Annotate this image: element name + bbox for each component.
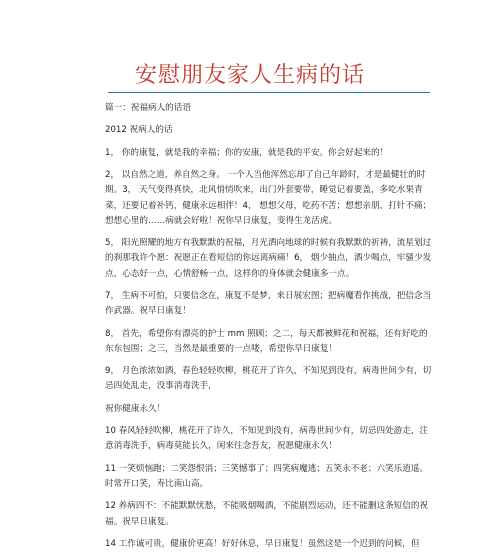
paragraph: 11 一笑烦恼跑；二笑怨恨消；三笑憾事了；四笑病魔逃；五笑永不老；六笑乐逍遥。时常开口笑，寿比南山高。 xyxy=(105,463,429,489)
paragraph: 祝你健康永久！ xyxy=(105,403,166,414)
section-heading: 篇一：祝福病人的话语 xyxy=(105,103,191,113)
paragraph: 9， 月色浓浓如酒，春色轻轻吹柳，桃花开了许久，不知见到没有，病毒世间少有，切忌四处乱走，没事消毒洗手， xyxy=(105,366,432,392)
paragraph: 1， 你的康复，就是我的幸福；你的安康，就是我的平安。你会好起来的！ xyxy=(105,147,389,158)
section-subheading: 2012 祝病人的话 xyxy=(105,125,173,136)
paragraph: 5， 阳光照耀的地方有我默默的祝福，月光洒向地球的时候有我默默的祈祷，流星划过的刹那我许个愿：祝愿正在看短信的你远离病痛！6， 烟少抽点，酒少喝点，牢骚少发点，心态好一点，心情舒畅一点，这样你的身体就会健康多一点。 xyxy=(105,238,432,279)
document-body xyxy=(105,101,435,559)
paragraph: 14 工作诚可贵，健康价更高！好好休息，早日康复！虽然这是一个迟到的问候，但 xyxy=(105,538,420,549)
document-title: 安慰朋友家人生病的话 xyxy=(134,63,365,88)
paragraph: 2， 以自然之道，养自然之身。 一个人当他浑然忘却了自己年龄时，才是最健壮的时期。3， 天气变得真快，北风悄悄吹来，出门外套要带，睡觉记着要盖，多吃水果青菜，还要记着补钙，健康永远相伴！4， 想想父母，吃药不苦；想想亲朋，打针不痛；想想心里的……病就会好啦！祝你早日康复，变得生龙活虎。 xyxy=(105,170,432,226)
title-divider xyxy=(108,92,430,93)
paragraph: 7， 生病不可怕，只要信念在，康复不是梦，来日展宏图；把病魔看作挑战，把信念当作武器。祝早日康复！ xyxy=(105,290,432,317)
paragraph: 12 养病四不：不能默默忧愁，不能吸烟喝酒，不能剧烈运动，还不能删这条短信的祝福。祝早日康复。 xyxy=(105,501,429,527)
paragraph: 10 春风轻轻吹柳，桃花开了许久，不知见到没有，病毒世间少有，切忌四处游走，注意消毒洗手，病毒莫能长久，闲来往念吾友，祝愿健康永久！ xyxy=(105,426,429,452)
paragraph: 8， 首先，希望你有漂亮的护士 mm 照顾；之二，每天都被鲜花和祝福，还有好吃的东东包围；之三，当然是最重要的一点喽，希望你早日康复！ xyxy=(105,328,428,354)
